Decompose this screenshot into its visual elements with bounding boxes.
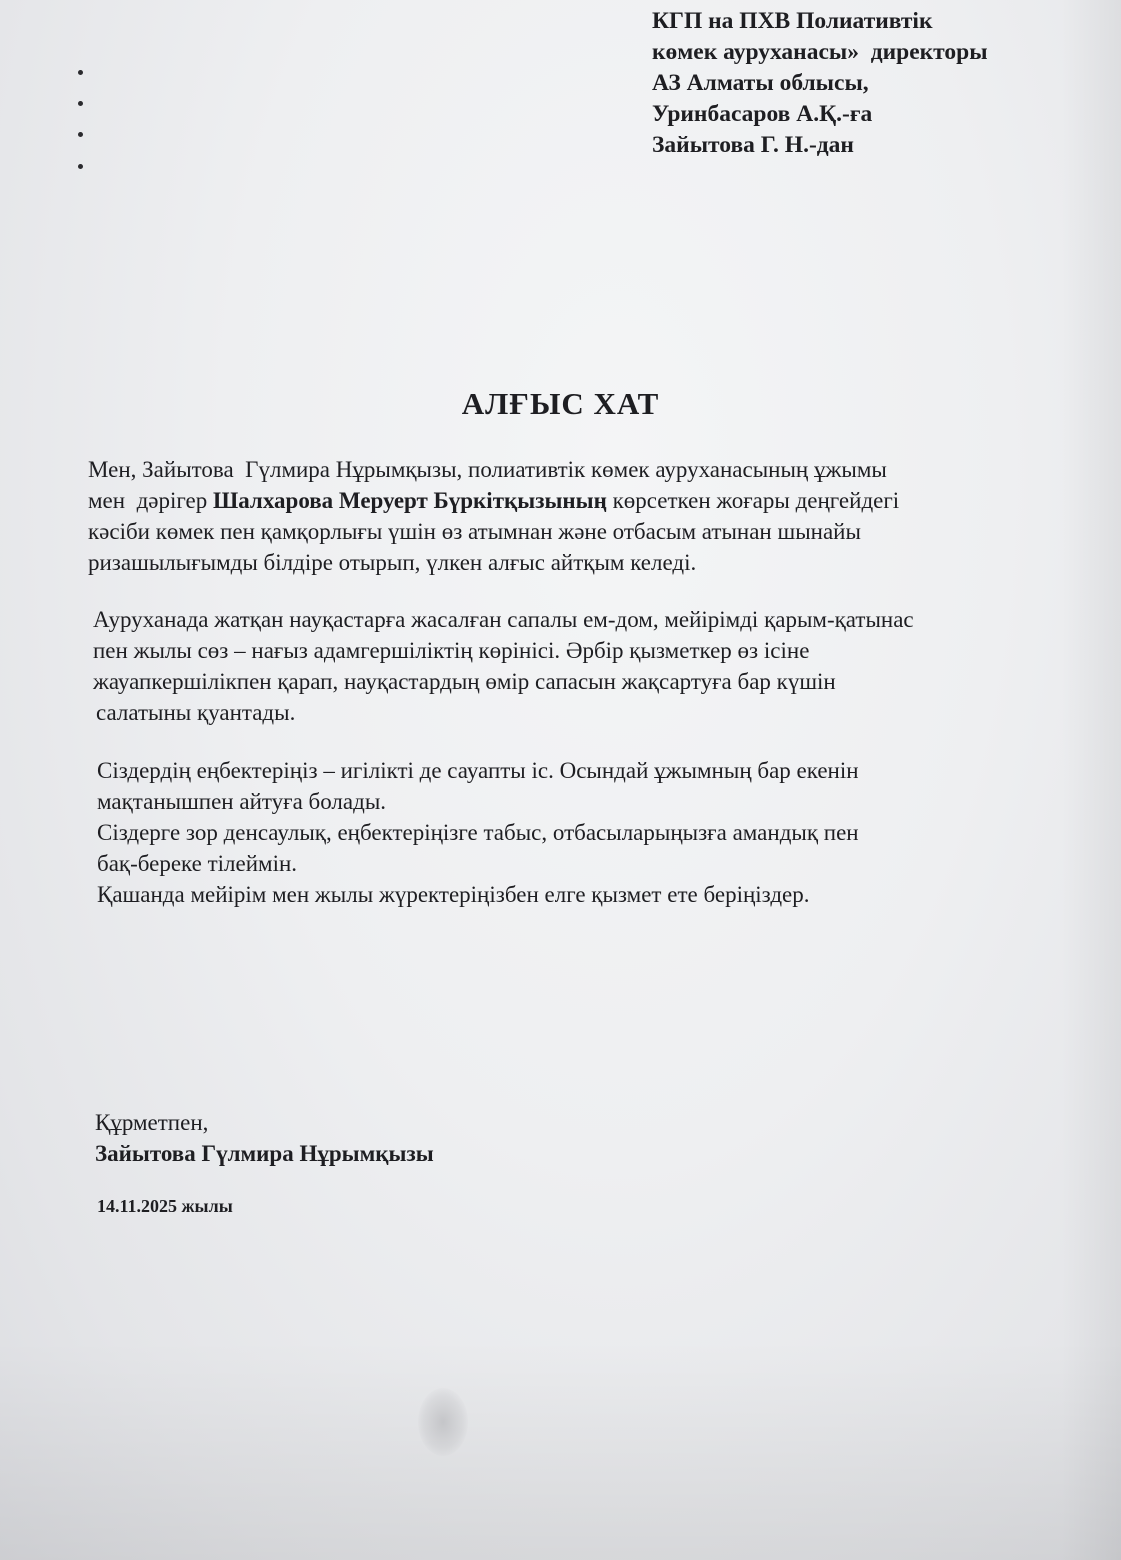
paragraph-line: Қашанда мейірім мен жылы жүректеріңізбен елге қызмет ете беріңіздер.: [97, 882, 810, 907]
addressee-line: КГП на ПХВ Полиативтік: [652, 8, 933, 34]
signature-block: [95, 1107, 434, 1169]
binder-hole: [78, 70, 83, 75]
line-prefix: мен дәрігер: [88, 488, 213, 513]
binder-hole: [78, 164, 83, 169]
addressee-line: Зайытова Г. Н.-дан: [652, 132, 854, 158]
paragraph-line: Сіздердің еңбектеріңіз – игілікті де сауапты іс. Осындай ұжымның бар екенін: [97, 758, 859, 783]
paragraph-line: кәсіби көмек пен қамқорлығы үшін өз атымнан және отбасым атынан шынайы: [88, 519, 861, 544]
paragraph-gratitude: [88, 454, 899, 578]
line-suffix: көрсеткен жоғары деңгейдегі: [606, 488, 900, 513]
signer-name: Зайытова Гүлмира Нұрымқызы: [95, 1141, 434, 1166]
page-shadow-right: [1061, 0, 1121, 1560]
page-smudge: [418, 1388, 468, 1456]
closing-text: Құрметпен,: [95, 1110, 209, 1135]
paragraph-line: Мен, Зайытова Гүлмира Нұрымқызы, полиативтік көмек ауруханасының ұжымы: [88, 457, 887, 482]
paragraph-line: бақ-береке тілеймін.: [97, 851, 298, 876]
letter-title: АЛҒЫС ХАТ: [461, 386, 660, 421]
doctor-name: Шалхарова Меруерт Бүркітқызының: [212, 488, 607, 513]
paragraph-line: мақтанышпен айтуға болады.: [97, 789, 387, 814]
page-shadow-bottom: [0, 1340, 1121, 1560]
paragraph-wishes: [97, 755, 859, 910]
addressee-line: көмек ауруханасы» директоры: [652, 39, 988, 65]
binder-hole: [78, 101, 83, 106]
paragraph-line: [88, 485, 899, 516]
letter-date: 14.11.2025 жылы: [97, 1196, 233, 1216]
paragraph-line: пен жылы сөз – нағыз адамгершіліктің көрінісі. Әрбір қызметкер өз ісіне: [93, 638, 810, 663]
addressee-line: Уринбасаров А.Қ.-ға: [652, 101, 873, 127]
paragraph-line: Ауруханада жатқан науқастарға жасалған сапалы ем-дом, мейірімді қарым-қатынас: [93, 607, 914, 632]
paragraph-line: жауапкершілікпен қарап, науқастардың өмір сапасын жақсартуға бар күшін: [93, 669, 836, 694]
addressee-line: АЗ Алматы облысы,: [652, 70, 869, 96]
addressee-block: [652, 6, 1112, 161]
paragraph-line: салатыны қуантады.: [96, 700, 296, 725]
paragraph-line: Сіздерге зор денсаулық, еңбектеріңізге табыс, отбасыларыңызға амандық пен: [97, 820, 859, 845]
binder-hole: [78, 132, 83, 137]
paragraph-care: [93, 604, 914, 728]
paragraph-line: ризашылығымды білдіре отырып, үлкен алғыс айтқым келеді.: [88, 550, 697, 575]
